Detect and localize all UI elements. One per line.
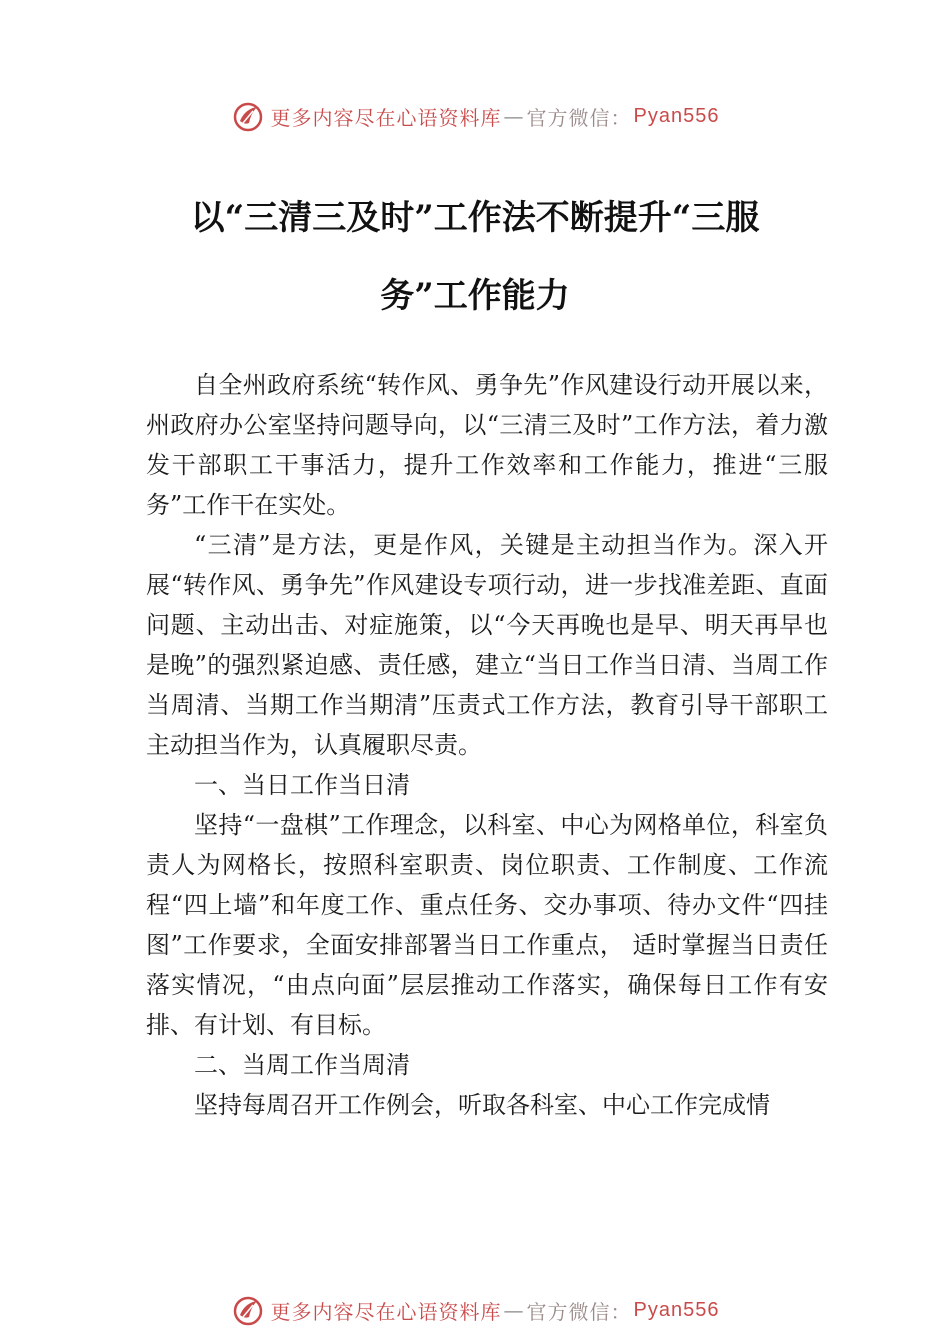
logo-icon — [231, 1293, 265, 1327]
watermark-text: 更多内容尽在心语资料库 — [270, 1299, 502, 1324]
watermark-id: Pyan556 — [633, 1298, 720, 1321]
document-title-line2: 务”工作能力 — [380, 276, 570, 316]
watermark-separator: — — [503, 1298, 525, 1322]
paragraph-three-clear: “三清”是方法，更是作风，关键是主动担当作为。深入开展“转作风、勇争先”作风建设专项行动，进一步找准差距、直面问题、主动出击、对症施策，以“今天再晚也是早、明天再早也是晚”的强烈紧迫感、责任感，建立“当日工作当日清、当周工作当周清、当期工作当期清”压责式工作方法，教育引导干部职工主动担当作为，认真履职尽责。 — [146, 531, 828, 759]
watermark-id: Pyan556 — [633, 104, 720, 127]
logo-icon — [231, 99, 265, 133]
watermark-separator: — — [503, 104, 525, 128]
document-body — [146, 365, 828, 1125]
paragraph-section-1: 坚持“一盘棋”工作理念，以科室、中心为网格单位，科室负责人为网格长，按照科室职责、岗位职责、工作制度、工作流程“四上墙”和年度工作、重点任务、交办事项、待办文件“四挂图”工作要求，全面安排部署当日工作重点， 适时掌握当日责任落实情况，“由点向面”层层推动工作落实，确保每日工作有安排、有计划、有目标。 — [146, 811, 828, 1039]
document-title-line1: 以“三清三及时”工作法不断提升“三服 — [190, 198, 760, 238]
watermark-text: 更多内容尽在心语资料库 — [270, 105, 502, 130]
watermark-label: 官方微信： — [526, 105, 632, 130]
paragraph-section-2: 坚持每周召开工作例会，听取各科室、中心工作完成情 — [194, 1091, 770, 1119]
watermark-label: 官方微信： — [526, 1299, 632, 1324]
section-heading-1: 一、当日工作当日清 — [194, 771, 410, 799]
watermark-footer — [0, 1290, 950, 1330]
section-heading-2: 二、当周工作当周清 — [194, 1051, 410, 1079]
watermark-header — [0, 96, 950, 136]
paragraph-intro: 自全州政府系统“转作风、勇争先”作风建设行动开展以来，州政府办公室坚持问题导向，以“三清三及时”工作方法，着力激发干部职工干事活力，提升工作效率和工作能力，推进“三服务”工作干在实处。 — [146, 371, 828, 519]
